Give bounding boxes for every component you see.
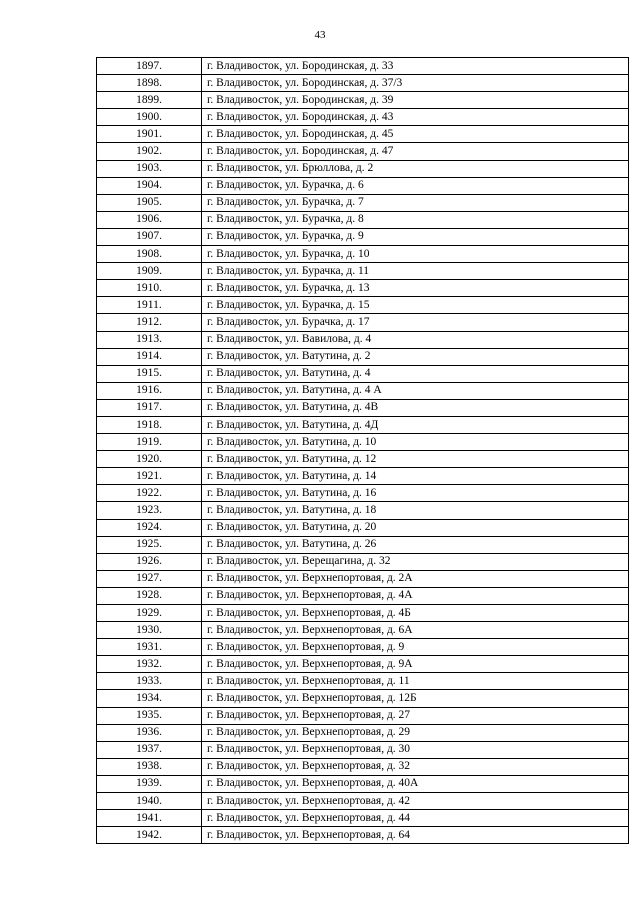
row-address: г. Владивосток, ул. Ватутина, д. 2 bbox=[202, 348, 629, 365]
row-address: г. Владивосток, ул. Верхнепортовая, д. 4А bbox=[202, 587, 629, 604]
row-address: г. Владивосток, ул. Бородинская, д. 45 bbox=[202, 126, 629, 143]
table-row bbox=[97, 280, 629, 297]
row-address: г. Владивосток, ул. Верхнепортовая, д. 11 bbox=[202, 673, 629, 690]
row-number: 1911. bbox=[97, 297, 202, 314]
table-row bbox=[97, 810, 629, 827]
table-row bbox=[97, 228, 629, 245]
table-row bbox=[97, 263, 629, 280]
table-row bbox=[97, 605, 629, 622]
row-address: г. Владивосток, ул. Бурачка, д. 8 bbox=[202, 211, 629, 228]
table-row bbox=[97, 741, 629, 758]
table-row bbox=[97, 468, 629, 485]
table-row bbox=[97, 314, 629, 331]
table-row bbox=[97, 75, 629, 92]
row-number: 1914. bbox=[97, 348, 202, 365]
table-row bbox=[97, 365, 629, 382]
row-address: г. Владивосток, ул. Ватутина, д. 18 bbox=[202, 502, 629, 519]
row-address: г. Владивосток, ул. Ватутина, д. 12 bbox=[202, 451, 629, 468]
row-number: 1918. bbox=[97, 416, 202, 433]
row-number: 1934. bbox=[97, 690, 202, 707]
row-number: 1940. bbox=[97, 793, 202, 810]
row-number: 1906. bbox=[97, 211, 202, 228]
row-address: г. Владивосток, ул. Ватутина, д. 26 bbox=[202, 536, 629, 553]
row-number: 1904. bbox=[97, 177, 202, 194]
row-address: г. Владивосток, ул. Бурачка, д. 9 bbox=[202, 228, 629, 245]
row-number: 1923. bbox=[97, 502, 202, 519]
row-number: 1930. bbox=[97, 622, 202, 639]
row-number: 1922. bbox=[97, 485, 202, 502]
table-row bbox=[97, 502, 629, 519]
row-address: г. Владивосток, ул. Верхнепортовая, д. 4Б bbox=[202, 605, 629, 622]
row-address: г. Владивосток, ул. Бурачка, д. 13 bbox=[202, 280, 629, 297]
row-number: 1929. bbox=[97, 605, 202, 622]
row-number: 1932. bbox=[97, 656, 202, 673]
table-row bbox=[97, 451, 629, 468]
row-address: г. Владивосток, ул. Брюллова, д. 2 bbox=[202, 160, 629, 177]
table-row bbox=[97, 58, 629, 75]
table-row bbox=[97, 399, 629, 416]
row-number: 1927. bbox=[97, 570, 202, 587]
row-address: г. Владивосток, ул. Верхнепортовая, д. 12Б bbox=[202, 690, 629, 707]
address-table-body bbox=[97, 58, 629, 844]
row-number: 1910. bbox=[97, 280, 202, 297]
table-row bbox=[97, 160, 629, 177]
row-address: г. Владивосток, ул. Верхнепортовая, д. 30 bbox=[202, 741, 629, 758]
row-number: 1901. bbox=[97, 126, 202, 143]
row-number: 1900. bbox=[97, 109, 202, 126]
row-number: 1928. bbox=[97, 587, 202, 604]
table-row bbox=[97, 126, 629, 143]
row-number: 1931. bbox=[97, 639, 202, 656]
table-row bbox=[97, 758, 629, 775]
row-number: 1920. bbox=[97, 451, 202, 468]
table-row bbox=[97, 297, 629, 314]
table-row bbox=[97, 673, 629, 690]
table-row bbox=[97, 382, 629, 399]
table-row bbox=[97, 707, 629, 724]
row-number: 1937. bbox=[97, 741, 202, 758]
row-number: 1912. bbox=[97, 314, 202, 331]
table-row bbox=[97, 194, 629, 211]
row-address: г. Владивосток, ул. Бородинская, д. 47 bbox=[202, 143, 629, 160]
row-address: г. Владивосток, ул. Ватутина, д. 4 bbox=[202, 365, 629, 382]
row-number: 1908. bbox=[97, 246, 202, 263]
table-row bbox=[97, 793, 629, 810]
row-number: 1897. bbox=[97, 58, 202, 75]
table-row bbox=[97, 434, 629, 451]
row-address: г. Владивосток, ул. Ватутина, д. 14 bbox=[202, 468, 629, 485]
table-row bbox=[97, 639, 629, 656]
row-number: 1939. bbox=[97, 775, 202, 792]
row-address: г. Владивосток, ул. Вавилова, д. 4 bbox=[202, 331, 629, 348]
row-address: г. Владивосток, ул. Ватутина, д. 10 bbox=[202, 434, 629, 451]
row-address: г. Владивосток, ул. Бурачка, д. 11 bbox=[202, 263, 629, 280]
row-address: г. Владивосток, ул. Ватутина, д. 4Д bbox=[202, 416, 629, 433]
row-number: 1933. bbox=[97, 673, 202, 690]
table-row bbox=[97, 536, 629, 553]
table-row bbox=[97, 92, 629, 109]
table-row bbox=[97, 109, 629, 126]
table-row bbox=[97, 485, 629, 502]
table-row bbox=[97, 724, 629, 741]
row-address: г. Владивосток, ул. Бородинская, д. 39 bbox=[202, 92, 629, 109]
row-number: 1902. bbox=[97, 143, 202, 160]
row-number: 1921. bbox=[97, 468, 202, 485]
row-address: г. Владивосток, ул. Верхнепортовая, д. 40А bbox=[202, 775, 629, 792]
row-address: г. Владивосток, ул. Верхнепортовая, д. 27 bbox=[202, 707, 629, 724]
row-address: г. Владивосток, ул. Верхнепортовая, д. 32 bbox=[202, 758, 629, 775]
row-address: г. Владивосток, ул. Верещагина, д. 32 bbox=[202, 553, 629, 570]
table-row bbox=[97, 775, 629, 792]
row-number: 1925. bbox=[97, 536, 202, 553]
table-row bbox=[97, 211, 629, 228]
row-number: 1899. bbox=[97, 92, 202, 109]
row-address: г. Владивосток, ул. Бурачка, д. 10 bbox=[202, 246, 629, 263]
row-address: г. Владивосток, ул. Верхнепортовая, д. 29 bbox=[202, 724, 629, 741]
row-number: 1907. bbox=[97, 228, 202, 245]
row-number: 1898. bbox=[97, 75, 202, 92]
address-table bbox=[96, 57, 629, 844]
table-row bbox=[97, 587, 629, 604]
table-row bbox=[97, 348, 629, 365]
table-row bbox=[97, 690, 629, 707]
row-address: г. Владивосток, ул. Верхнепортовая, д. 2А bbox=[202, 570, 629, 587]
row-number: 1926. bbox=[97, 553, 202, 570]
row-address: г. Владивосток, ул. Ватутина, д. 4 А bbox=[202, 382, 629, 399]
row-address: г. Владивосток, ул. Бурачка, д. 15 bbox=[202, 297, 629, 314]
row-number: 1936. bbox=[97, 724, 202, 741]
row-address: г. Владивосток, ул. Ватутина, д. 16 bbox=[202, 485, 629, 502]
table-row bbox=[97, 827, 629, 844]
row-number: 1913. bbox=[97, 331, 202, 348]
row-address: г. Владивосток, ул. Верхнепортовая, д. 6А bbox=[202, 622, 629, 639]
row-address: г. Владивосток, ул. Бородинская, д. 37/3 bbox=[202, 75, 629, 92]
row-address: г. Владивосток, ул. Ватутина, д. 4В bbox=[202, 399, 629, 416]
row-address: г. Владивосток, ул. Бородинская, д. 43 bbox=[202, 109, 629, 126]
row-number: 1924. bbox=[97, 519, 202, 536]
row-number: 1942. bbox=[97, 827, 202, 844]
row-number: 1916. bbox=[97, 382, 202, 399]
row-address: г. Владивосток, ул. Верхнепортовая, д. 64 bbox=[202, 827, 629, 844]
table-row bbox=[97, 570, 629, 587]
table-row bbox=[97, 416, 629, 433]
table-row bbox=[97, 519, 629, 536]
table-row bbox=[97, 246, 629, 263]
row-number: 1915. bbox=[97, 365, 202, 382]
row-address: г. Владивосток, ул. Верхнепортовая, д. 44 bbox=[202, 810, 629, 827]
table-row bbox=[97, 331, 629, 348]
row-number: 1917. bbox=[97, 399, 202, 416]
table-row bbox=[97, 177, 629, 194]
page-number: 43 bbox=[314, 29, 326, 41]
row-address: г. Владивосток, ул. Верхнепортовая, д. 9А bbox=[202, 656, 629, 673]
row-address: г. Владивосток, ул. Бородинская, д. 33 bbox=[202, 58, 629, 75]
row-address: г. Владивосток, ул. Бурачка, д. 17 bbox=[202, 314, 629, 331]
row-address: г. Владивосток, ул. Бурачка, д. 7 bbox=[202, 194, 629, 211]
row-address: г. Владивосток, ул. Верхнепортовая, д. 9 bbox=[202, 639, 629, 656]
table-row bbox=[97, 622, 629, 639]
row-address: г. Владивосток, ул. Ватутина, д. 20 bbox=[202, 519, 629, 536]
row-number: 1941. bbox=[97, 810, 202, 827]
row-number: 1903. bbox=[97, 160, 202, 177]
row-address: г. Владивосток, ул. Верхнепортовая, д. 42 bbox=[202, 793, 629, 810]
table-row bbox=[97, 656, 629, 673]
row-address: г. Владивосток, ул. Бурачка, д. 6 bbox=[202, 177, 629, 194]
table-row bbox=[97, 143, 629, 160]
row-number: 1919. bbox=[97, 434, 202, 451]
row-number: 1935. bbox=[97, 707, 202, 724]
table-row bbox=[97, 553, 629, 570]
row-number: 1905. bbox=[97, 194, 202, 211]
row-number: 1909. bbox=[97, 263, 202, 280]
row-number: 1938. bbox=[97, 758, 202, 775]
